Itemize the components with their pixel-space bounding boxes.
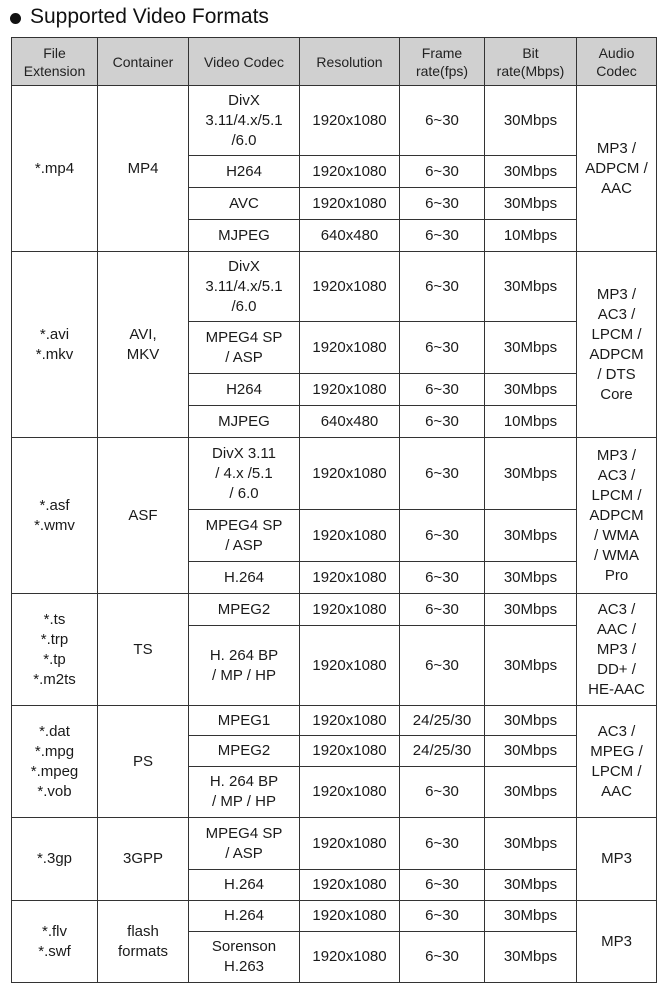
bit-rate-cell: 10Mbps [485, 406, 577, 438]
resolution-cell: 1920x1080 [300, 594, 400, 626]
video-codec-cell: MPEG4 SP / ASP [189, 510, 300, 562]
frame-rate-cell: 6~30 [400, 220, 485, 252]
table-row [12, 901, 657, 932]
bit-rate-cell: 30Mbps [485, 188, 577, 220]
bit-rate-cell: 30Mbps [485, 767, 577, 818]
resolution-cell: 1920x1080 [300, 252, 400, 322]
header-frame-rate: Frame rate(fps) [400, 38, 485, 86]
bullet-icon [10, 13, 21, 24]
file-extension-cell: *.flv *.swf [12, 901, 98, 983]
header-bit-rate: Bit rate(Mbps) [485, 38, 577, 86]
frame-rate-cell: 6~30 [400, 818, 485, 870]
frame-rate-cell: 6~30 [400, 870, 485, 901]
resolution-cell: 1920x1080 [300, 736, 400, 767]
header-audio-codec: Audio Codec [577, 38, 657, 86]
container-cell: PS [98, 706, 189, 818]
video-codec-cell: H.264 [189, 901, 300, 932]
table-row [12, 818, 657, 870]
header-resolution: Resolution [300, 38, 400, 86]
container-cell: ASF [98, 438, 189, 594]
video-codec-cell: MPEG1 [189, 706, 300, 736]
bit-rate-cell: 30Mbps [485, 510, 577, 562]
resolution-cell: 640x480 [300, 220, 400, 252]
video-codec-cell: MPEG4 SP / ASP [189, 818, 300, 870]
file-extension-cell: *.3gp [12, 818, 98, 901]
resolution-cell: 1920x1080 [300, 626, 400, 706]
header-container: Container [98, 38, 189, 86]
video-codec-cell: H.264 [189, 562, 300, 594]
frame-rate-cell: 6~30 [400, 562, 485, 594]
resolution-cell: 1920x1080 [300, 86, 400, 156]
frame-rate-cell: 6~30 [400, 510, 485, 562]
frame-rate-cell: 24/25/30 [400, 706, 485, 736]
bit-rate-cell: 30Mbps [485, 818, 577, 870]
bit-rate-cell: 30Mbps [485, 706, 577, 736]
video-codec-cell: H264 [189, 156, 300, 188]
bit-rate-cell: 30Mbps [485, 901, 577, 932]
bit-rate-cell: 30Mbps [485, 156, 577, 188]
container-cell: MP4 [98, 86, 189, 252]
resolution-cell: 1920x1080 [300, 706, 400, 736]
bit-rate-cell: 30Mbps [485, 870, 577, 901]
bit-rate-cell: 10Mbps [485, 220, 577, 252]
bit-rate-cell: 30Mbps [485, 562, 577, 594]
file-extension-cell: *.ts *.trp *.tp *.m2ts [12, 594, 98, 706]
table-row [12, 438, 657, 510]
frame-rate-cell: 6~30 [400, 626, 485, 706]
bit-rate-cell: 30Mbps [485, 626, 577, 706]
audio-codec-cell: AC3 / AAC / MP3 / DD+ / HE-AAC [577, 594, 657, 706]
frame-rate-cell: 6~30 [400, 374, 485, 406]
file-extension-cell: *.avi *.mkv [12, 252, 98, 438]
video-codec-cell: MJPEG [189, 220, 300, 252]
resolution-cell: 1920x1080 [300, 932, 400, 983]
bit-rate-cell: 30Mbps [485, 932, 577, 983]
frame-rate-cell: 6~30 [400, 188, 485, 220]
video-codec-cell: MJPEG [189, 406, 300, 438]
video-codec-cell: AVC [189, 188, 300, 220]
resolution-cell: 1920x1080 [300, 374, 400, 406]
section-heading [0, 0, 670, 34]
video-codec-cell: DivX 3.11/4.x/5.1 /6.0 [189, 86, 300, 156]
frame-rate-cell: 6~30 [400, 932, 485, 983]
frame-rate-cell: 6~30 [400, 322, 485, 374]
bit-rate-cell: 30Mbps [485, 594, 577, 626]
audio-codec-cell: MP3 / ADPCM / AAC [577, 86, 657, 252]
page-title: Supported Video Formats [30, 5, 269, 28]
frame-rate-cell: 6~30 [400, 156, 485, 188]
video-codec-cell: DivX 3.11 / 4.x /5.1 / 6.0 [189, 438, 300, 510]
frame-rate-cell: 6~30 [400, 406, 485, 438]
resolution-cell: 1920x1080 [300, 767, 400, 818]
bit-rate-cell: 30Mbps [485, 374, 577, 406]
video-codec-cell: MPEG4 SP / ASP [189, 322, 300, 374]
resolution-cell: 1920x1080 [300, 901, 400, 932]
header-file-extension: File Extension [12, 38, 98, 86]
video-codec-cell: H.264 [189, 870, 300, 901]
resolution-cell: 1920x1080 [300, 870, 400, 901]
frame-rate-cell: 6~30 [400, 594, 485, 626]
resolution-cell: 1920x1080 [300, 322, 400, 374]
frame-rate-cell: 6~30 [400, 767, 485, 818]
bit-rate-cell: 30Mbps [485, 438, 577, 510]
file-extension-cell: *.dat *.mpg *.mpeg *.vob [12, 706, 98, 818]
resolution-cell: 1920x1080 [300, 510, 400, 562]
frame-rate-cell: 6~30 [400, 252, 485, 322]
container-cell: TS [98, 594, 189, 706]
resolution-cell: 1920x1080 [300, 438, 400, 510]
audio-codec-cell: MP3 / AC3 / LPCM / ADPCM / DTS Core [577, 252, 657, 438]
file-extension-cell: *.mp4 [12, 86, 98, 252]
video-formats-table [11, 37, 657, 983]
frame-rate-cell: 6~30 [400, 86, 485, 156]
audio-codec-cell: AC3 / MPEG / LPCM / AAC [577, 706, 657, 818]
audio-codec-cell: MP3 / AC3 / LPCM / ADPCM / WMA / WMA Pro [577, 438, 657, 594]
video-codec-cell: H. 264 BP / MP / HP [189, 626, 300, 706]
resolution-cell: 1920x1080 [300, 818, 400, 870]
container-cell: AVI, MKV [98, 252, 189, 438]
file-extension-cell: *.asf *.wmv [12, 438, 98, 594]
container-cell: 3GPP [98, 818, 189, 901]
table-row [12, 594, 657, 626]
resolution-cell: 1920x1080 [300, 188, 400, 220]
table-row [12, 86, 657, 156]
frame-rate-cell: 6~30 [400, 438, 485, 510]
container-cell: flash formats [98, 901, 189, 983]
audio-codec-cell: MP3 [577, 901, 657, 983]
header-row [12, 38, 657, 86]
video-codec-cell: H264 [189, 374, 300, 406]
video-codec-cell: H. 264 BP / MP / HP [189, 767, 300, 818]
resolution-cell: 1920x1080 [300, 562, 400, 594]
video-codec-cell: DivX 3.11/4.x/5.1 /6.0 [189, 252, 300, 322]
frame-rate-cell: 24/25/30 [400, 736, 485, 767]
audio-codec-cell: MP3 [577, 818, 657, 901]
resolution-cell: 640x480 [300, 406, 400, 438]
table-row [12, 706, 657, 736]
table-row [12, 252, 657, 322]
bit-rate-cell: 30Mbps [485, 86, 577, 156]
header-video-codec: Video Codec [189, 38, 300, 86]
bit-rate-cell: 30Mbps [485, 736, 577, 767]
video-codec-cell: Sorenson H.263 [189, 932, 300, 983]
bit-rate-cell: 30Mbps [485, 252, 577, 322]
bit-rate-cell: 30Mbps [485, 322, 577, 374]
video-codec-cell: MPEG2 [189, 594, 300, 626]
video-codec-cell: MPEG2 [189, 736, 300, 767]
resolution-cell: 1920x1080 [300, 156, 400, 188]
frame-rate-cell: 6~30 [400, 901, 485, 932]
